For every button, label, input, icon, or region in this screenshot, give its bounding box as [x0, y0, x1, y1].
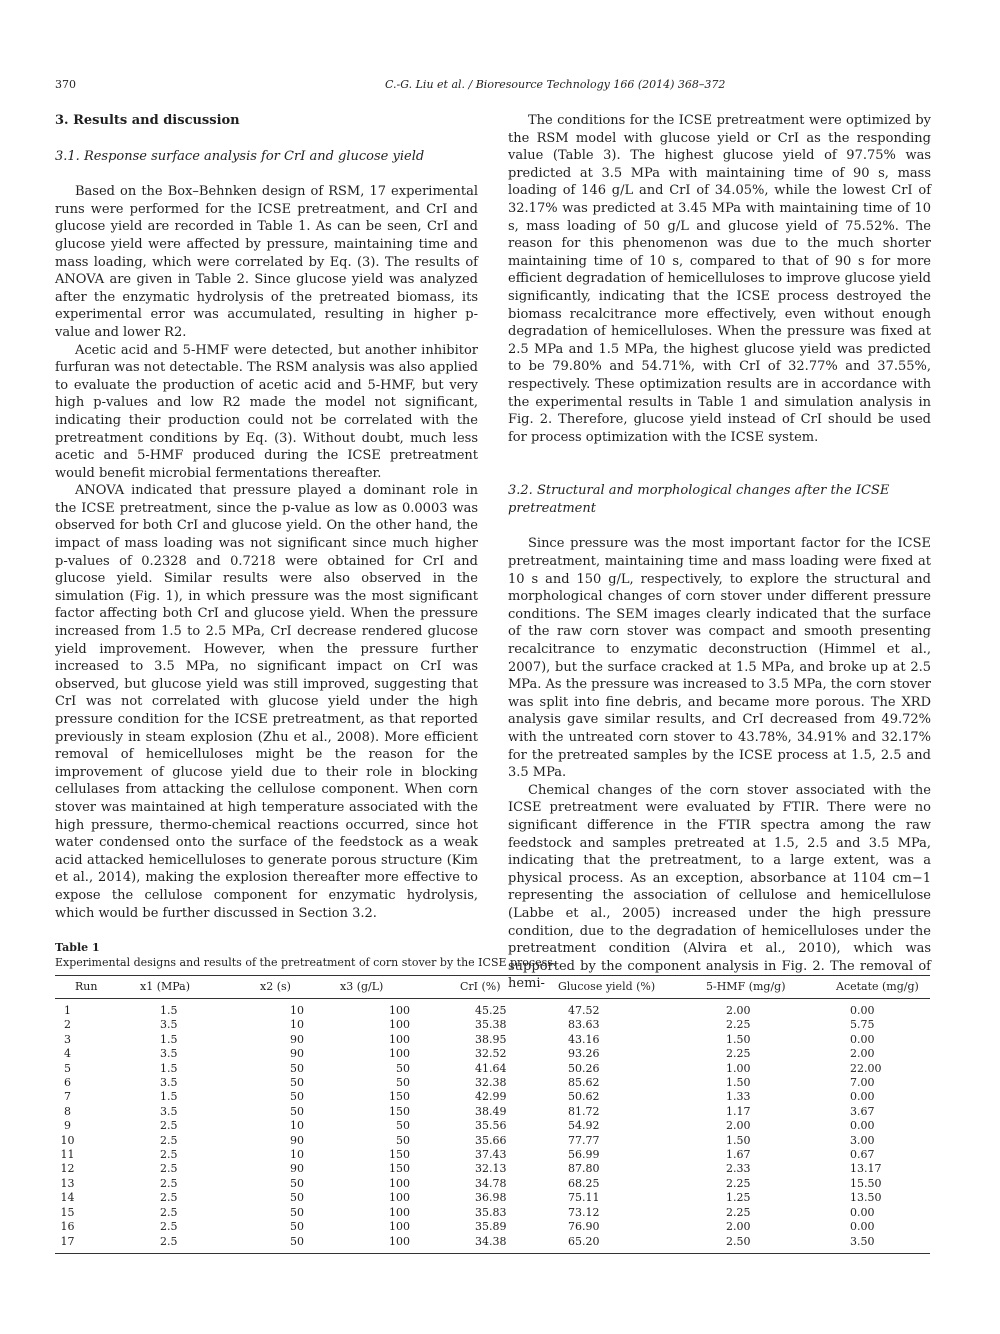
- table-cell: 8: [64, 1104, 71, 1118]
- table-1: [55, 940, 930, 1254]
- table-cell: 3.5: [160, 1104, 178, 1118]
- table-cell: 2.00: [726, 1004, 751, 1017]
- table-row: [55, 1090, 930, 1104]
- table-cell: 50: [260, 1235, 340, 1254]
- table-cell: 4: [64, 1047, 71, 1061]
- table-cell: 100: [389, 1205, 410, 1219]
- table-cell: 90: [290, 1047, 304, 1061]
- table-row: [55, 1105, 930, 1119]
- table-cell: 68.25: [568, 1176, 600, 1190]
- running-head: [55, 78, 930, 98]
- table-cell: 90: [290, 1133, 304, 1147]
- table-row: [55, 1047, 930, 1061]
- right-column: [508, 112, 931, 993]
- table-cell: 2.00: [850, 1047, 875, 1061]
- table-cell: 87.80: [568, 1162, 600, 1176]
- table-cell: 43.16: [568, 1032, 600, 1046]
- table-cell: 1.5: [160, 1090, 178, 1104]
- spacer: [508, 464, 931, 482]
- table-cell: 10: [290, 1148, 304, 1162]
- table-cell: 90: [290, 1032, 304, 1046]
- table-cell: 35.83: [475, 1205, 507, 1219]
- table-cell: 1.5: [160, 1061, 178, 1075]
- table-cell: 100: [389, 1004, 410, 1017]
- table-cell: 1.00: [726, 1061, 751, 1075]
- paragraph: Acetic acid and 5-HMF were detected, but another inhibitor furfuran was not detectable. The RSM analysis was also applied to evaluate the production of acetic acid and 5-HMF, but very high p-values and low R2 made the model not significant, indicating their production could not be correlated with the pretreatment conditions by Eq. (3). Without doubt, much less acetic and 5-HMF produced during the ICSE pretreatment would benefit microbial fermentations thereafter.: [55, 342, 478, 481]
- table-cell: 5: [64, 1061, 71, 1075]
- table-cell: 75.11: [568, 1191, 600, 1205]
- table-cell: 34.38: [460, 1235, 558, 1254]
- table-cell: 38.49: [475, 1104, 507, 1118]
- table-row: [55, 999, 930, 1019]
- table-row: [55, 1148, 930, 1162]
- table-cell: 2.5: [160, 1176, 178, 1190]
- table-cell: 7.00: [850, 1076, 875, 1090]
- table-cell: 10: [60, 1133, 75, 1147]
- table-cell: 1.50: [726, 1076, 751, 1090]
- table-cell: 10: [290, 1004, 304, 1017]
- table-cell: 50: [290, 1090, 304, 1104]
- column-header: Glucose yield (%): [558, 980, 656, 993]
- column-header: CrI (%): [460, 980, 501, 993]
- table-cell: 2: [64, 1018, 71, 1032]
- table-cell: 2.5: [140, 1235, 260, 1254]
- table-header-row: [55, 976, 930, 999]
- table-cell: 150: [389, 1148, 410, 1162]
- table-caption: Experimental designs and results of the pretreatment of corn stover by the ICSE process.: [55, 956, 557, 969]
- table-cell: 1.67: [726, 1148, 751, 1162]
- table-cell: 10: [290, 1018, 304, 1032]
- table-cell: 13: [60, 1176, 75, 1190]
- table-cell: 3.5: [160, 1076, 178, 1090]
- table-cell: 56.99: [568, 1148, 600, 1162]
- paragraph: Based on the Box–Behnken design of RSM, 17 experimental runs were performed for the ICSE pretreatment, and CrI and glucose yield are recorded in Table 1. As can be seen, CrI and glucose yield were affected by pressure, maintaining time and mass loading, which were correlated by Eq. (3). The results of ANOVA are given in Table 2. Since glucose yield was analyzed after the enzymatic hydrolysis of the pretreated biomass, its experimental error was accumulated, resulting in higher p-value and lower R2.: [55, 184, 478, 340]
- table-cell: 50: [290, 1104, 304, 1118]
- table-cell: 2.25: [726, 1176, 751, 1190]
- table-cell: 14: [60, 1191, 75, 1205]
- left-column: [55, 112, 478, 922]
- paragraph: ANOVA indicated that pressure played a dominant role in the ICSE pretreatment, since the p-value as low as 0.0003 was observed for both CrI and glucose yield. On the other hand, the impact of mass loading was not significant since much higher p-values of 0.2328 and 0.7218 were obtained for CrI and glucose yield. Similar results were also observed in the simulation (Fig. 1), in which pressure was the most significant factor affecting both CrI and glucose yield. When the pressure increased from 1.5 to 2.5 MPa, CrI decrease rendered glucose yield improvement. However, when the pressure further increased to 3.5 MPa, no significant impact on CrI was observed, but glucose yield was still improved, suggesting that CrI was not correlated with glucose yield under the high pressure condition for the ICSE pretreatment, as that reported previously in steam explosion (Zhu et al., 2008). More efficient removal of hemicelluloses might be the reason for the improvement of glucose yield due to their role in blocking cellulases from attacking the cellulose component. When corn stover was maintained at high temperature associated with the high pressure, thermo-chemical reactions occurred, since hot water condensed onto the surface of the feedstock as a weak acid attacked hemicelluloses to generate porous structure (Kim et al., 2014), making the explosion thereafter more effective to expose the cellulose component for enzymatic hydrolysis, which would be further discussed in Section 3.2.: [55, 483, 478, 921]
- table-cell: 11: [60, 1148, 75, 1162]
- table-cell: 2.5: [160, 1148, 178, 1162]
- table-cell: 50: [290, 1191, 304, 1205]
- table-cell: 50: [396, 1133, 410, 1147]
- table-cell: 15: [60, 1205, 75, 1219]
- paragraph: The conditions for the ICSE pretreatment were optimized by the RSM model with glucose yield or CrI as the responding value (Table 3). The highest glucose yield of 97.75% was predicted at 3.5 MPa with maintaining time of 90 s, mass loading of 146 g/L and CrI of 34.05%, while the lowest CrI of 32.17% was predicted at 3.45 MPa with maintaining time of 10 s, mass loading of 50 g/L and glucose yield of 75.52%. The reason for this phenomenon was due to the much shorter maintaining time of 10 s, compared to that of 90 s for more efficient degradation of hemicelluloses to improve glucose yield significantly, indicating that the ICSE process destroyed the biomass recalcitrance more effectively, even without enough degradation of hemicelluloses. When the pressure was fixed at 2.5 MPa and 1.5 MPa, the highest glucose yield was predicted to be 79.80% and 54.71%, with CrI of 32.77% and 37.55%, respectively. These optimization results are in accordance with the experimental results in Table 1 and simulation analysis in Fig. 2. Therefore, glucose yield instead of CrI should be used for process optimization with the ICSE system.: [508, 113, 931, 445]
- table-cell: 0.00: [850, 1119, 875, 1133]
- table-cell: 35.89: [475, 1220, 507, 1234]
- table-cell: 65.20: [558, 1235, 706, 1254]
- table-cell: 36.98: [475, 1191, 507, 1205]
- column-header: Acetate (mg/g): [836, 980, 919, 993]
- table-cell: 2.5: [160, 1205, 178, 1219]
- paragraph: Since pressure was the most important factor for the ICSE pretreatment, maintaining time and mass loading were fixed at 10 s and 150 g/L, respectively, to explore the structural and morphological changes of corn stover under different pressure conditions. The SEM images clearly indicated that the surface of the raw corn stover was compact and smooth presenting recalcitrance to enzymatic deconstruction (Himmel et al., 2007), but the surface cracked at 1.5 MPa, and broke up at 2.5 MPa. As the pressure was increased to 3.5 MPa, the corn stover was split into fine debris, and became more porous. The XRD analysis gave similar results, and CrI decreased from 49.72% with the untreated corn stover to 43.78%, 34.91% and 32.17% for the pretreated samples by the ICSE process at 1.5, 2.5 and 3.5 MPa.: [508, 536, 931, 781]
- table-cell: 3: [64, 1032, 71, 1046]
- table-cell: 93.26: [568, 1047, 600, 1061]
- table-cell: 77.77: [568, 1133, 600, 1147]
- table-cell: 35.66: [475, 1133, 507, 1147]
- table-cell: 35.38: [475, 1018, 507, 1032]
- table-label: Table 1: [55, 941, 100, 954]
- table-row: [55, 1119, 930, 1133]
- table-cell: 1.5: [160, 1004, 178, 1017]
- table-cell: 150: [389, 1162, 410, 1176]
- table-row: [55, 1062, 930, 1076]
- table-cell: 76.90: [568, 1220, 600, 1234]
- table-cell: 0.00: [850, 1004, 875, 1017]
- table-row: [55, 1235, 930, 1254]
- table-cell: 1.50: [726, 1032, 751, 1046]
- table-cell: 3.50: [836, 1235, 930, 1254]
- table-cell: 32.38: [475, 1076, 507, 1090]
- table-cell: 3.5: [160, 1018, 178, 1032]
- spacer: [508, 446, 931, 464]
- table-cell: 50: [290, 1061, 304, 1075]
- table-cell: 150: [389, 1104, 410, 1118]
- table-cell: 34.78: [475, 1176, 507, 1190]
- table-cell: 1.33: [726, 1090, 751, 1104]
- table-row: [55, 1162, 930, 1176]
- table-cell: 2.25: [726, 1047, 751, 1061]
- table-cell: 0.00: [850, 1090, 875, 1104]
- table-cell: 6: [64, 1076, 71, 1090]
- table-cell: 2.5: [160, 1133, 178, 1147]
- table-cell: 3.00: [850, 1133, 875, 1147]
- table-cell: 85.62: [568, 1076, 600, 1090]
- table-cell: 9: [64, 1119, 71, 1133]
- column-header: Run: [75, 980, 98, 993]
- table-cell: 0.00: [850, 1205, 875, 1219]
- table-cell: 13.50: [850, 1191, 882, 1205]
- table-cell: 10: [290, 1119, 304, 1133]
- table-cell: 38.95: [475, 1032, 507, 1046]
- table-cell: 100: [389, 1032, 410, 1046]
- table-cell: 1: [64, 1004, 71, 1017]
- table-cell: 32.52: [475, 1047, 507, 1061]
- table-cell: 1.50: [726, 1133, 751, 1147]
- table-cell: 2.00: [726, 1119, 751, 1133]
- table-cell: 22.00: [850, 1061, 882, 1075]
- table-cell: 0.00: [850, 1032, 875, 1046]
- table-cell: 100: [340, 1235, 460, 1254]
- table-cell: 50: [396, 1076, 410, 1090]
- table-cell: 5.75: [850, 1018, 875, 1032]
- table-cell: 50.62: [568, 1090, 600, 1104]
- table-row: [55, 1134, 930, 1148]
- table-cell: 37.43: [475, 1148, 507, 1162]
- table-cell: 13.17: [850, 1162, 882, 1176]
- table-cell: 2.5: [160, 1191, 178, 1205]
- table-row: [55, 1076, 930, 1090]
- table-cell: 1.17: [726, 1104, 751, 1118]
- table-cell: 47.52: [568, 1004, 600, 1017]
- subsection-title-3-2: 3.2. Structural and morphological changes after the ICSE pretreatment: [508, 483, 890, 516]
- table-cell: 2.5: [160, 1119, 178, 1133]
- table-cell: 17: [55, 1235, 140, 1254]
- table-cell: 100: [389, 1018, 410, 1032]
- results-table: [55, 975, 930, 1254]
- table-cell: 1.5: [160, 1032, 178, 1046]
- table-row: [55, 1191, 930, 1205]
- table-cell: 50: [396, 1119, 410, 1133]
- table-cell: 50: [290, 1076, 304, 1090]
- table-cell: 41.64: [475, 1061, 507, 1075]
- table-cell: 0.00: [850, 1220, 875, 1234]
- table-cell: 83.63: [568, 1018, 600, 1032]
- table-cell: 100: [389, 1176, 410, 1190]
- table-cell: 35.56: [475, 1119, 507, 1133]
- table-cell: 100: [389, 1191, 410, 1205]
- table-cell: 12: [60, 1162, 75, 1176]
- table-cell: 50: [396, 1061, 410, 1075]
- table-cell: 0.67: [850, 1148, 875, 1162]
- table-cell: 50: [290, 1205, 304, 1219]
- table-cell: 7: [64, 1090, 71, 1104]
- column-header: x3 (g/L): [340, 980, 384, 993]
- table-cell: 50: [290, 1176, 304, 1190]
- table-cell: 100: [389, 1047, 410, 1061]
- table-body: [55, 999, 930, 1254]
- table-cell: 3.67: [850, 1104, 875, 1118]
- table-cell: 2.33: [726, 1162, 751, 1176]
- table-cell: 81.72: [568, 1104, 600, 1118]
- column-header: x2 (s): [260, 980, 291, 993]
- table-cell: 50.26: [568, 1061, 600, 1075]
- table-cell: 2.00: [726, 1220, 751, 1234]
- column-header: 5-HMF (mg/g): [706, 980, 786, 993]
- table-cell: 2.5: [160, 1220, 178, 1234]
- table-cell: 15.50: [850, 1176, 882, 1190]
- table-row: [55, 1033, 930, 1047]
- subsection-title-3-1: 3.1. Response surface analysis for CrI and glucose yield: [55, 148, 425, 164]
- table-cell: 2.25: [726, 1205, 751, 1219]
- table-cell: 90: [290, 1162, 304, 1176]
- table-cell: 100: [389, 1220, 410, 1234]
- table-row: [55, 1177, 930, 1191]
- table-cell: 50: [290, 1220, 304, 1234]
- table-cell: 3.5: [160, 1047, 178, 1061]
- table-cell: 73.12: [568, 1205, 600, 1219]
- table-cell: 16: [60, 1220, 75, 1234]
- table-cell: 2.5: [160, 1162, 178, 1176]
- table-cell: 2.50: [706, 1235, 836, 1254]
- table-cell: 32.13: [475, 1162, 507, 1176]
- page-number: 370: [55, 78, 76, 91]
- table-cell: 45.25: [475, 1004, 507, 1017]
- paragraph: Chemical changes of the corn stover associated with the ICSE pretreatment were evaluated by FTIR. There were no significant difference in the FTIR spectra among the raw feedstock and samples pretreated at 1.5, 2.5 and 3.5 MPa, indicating that the pretreatment, to a large extent, was a physical process. As an exception, absorbance at 1104 cm−1 representing the association of cellulose and hemicellulose (Labbe et al., 2005) increased under the high pressure condition, due to the degradation of hemicelluloses under the pretreatment condition (Alvira et al., 2010), which was supported by the component analysis in Fig. 2. The removal of hemi-: [508, 782, 931, 992]
- table-row: [55, 1018, 930, 1032]
- table-row: [55, 1206, 930, 1220]
- column-header: x1 (MPa): [140, 980, 191, 993]
- section-title: 3. Results and discussion: [55, 113, 240, 128]
- table-row: [55, 1220, 930, 1234]
- table-cell: 54.92: [568, 1119, 600, 1133]
- table-cell: 1.25: [726, 1191, 751, 1205]
- journal-citation: C.-G. Liu et al. / Bioresource Technology 166 (2014) 368–372: [385, 78, 726, 91]
- table-cell: 150: [389, 1090, 410, 1104]
- table-cell: 42.99: [475, 1090, 507, 1104]
- table-cell: 2.25: [726, 1018, 751, 1032]
